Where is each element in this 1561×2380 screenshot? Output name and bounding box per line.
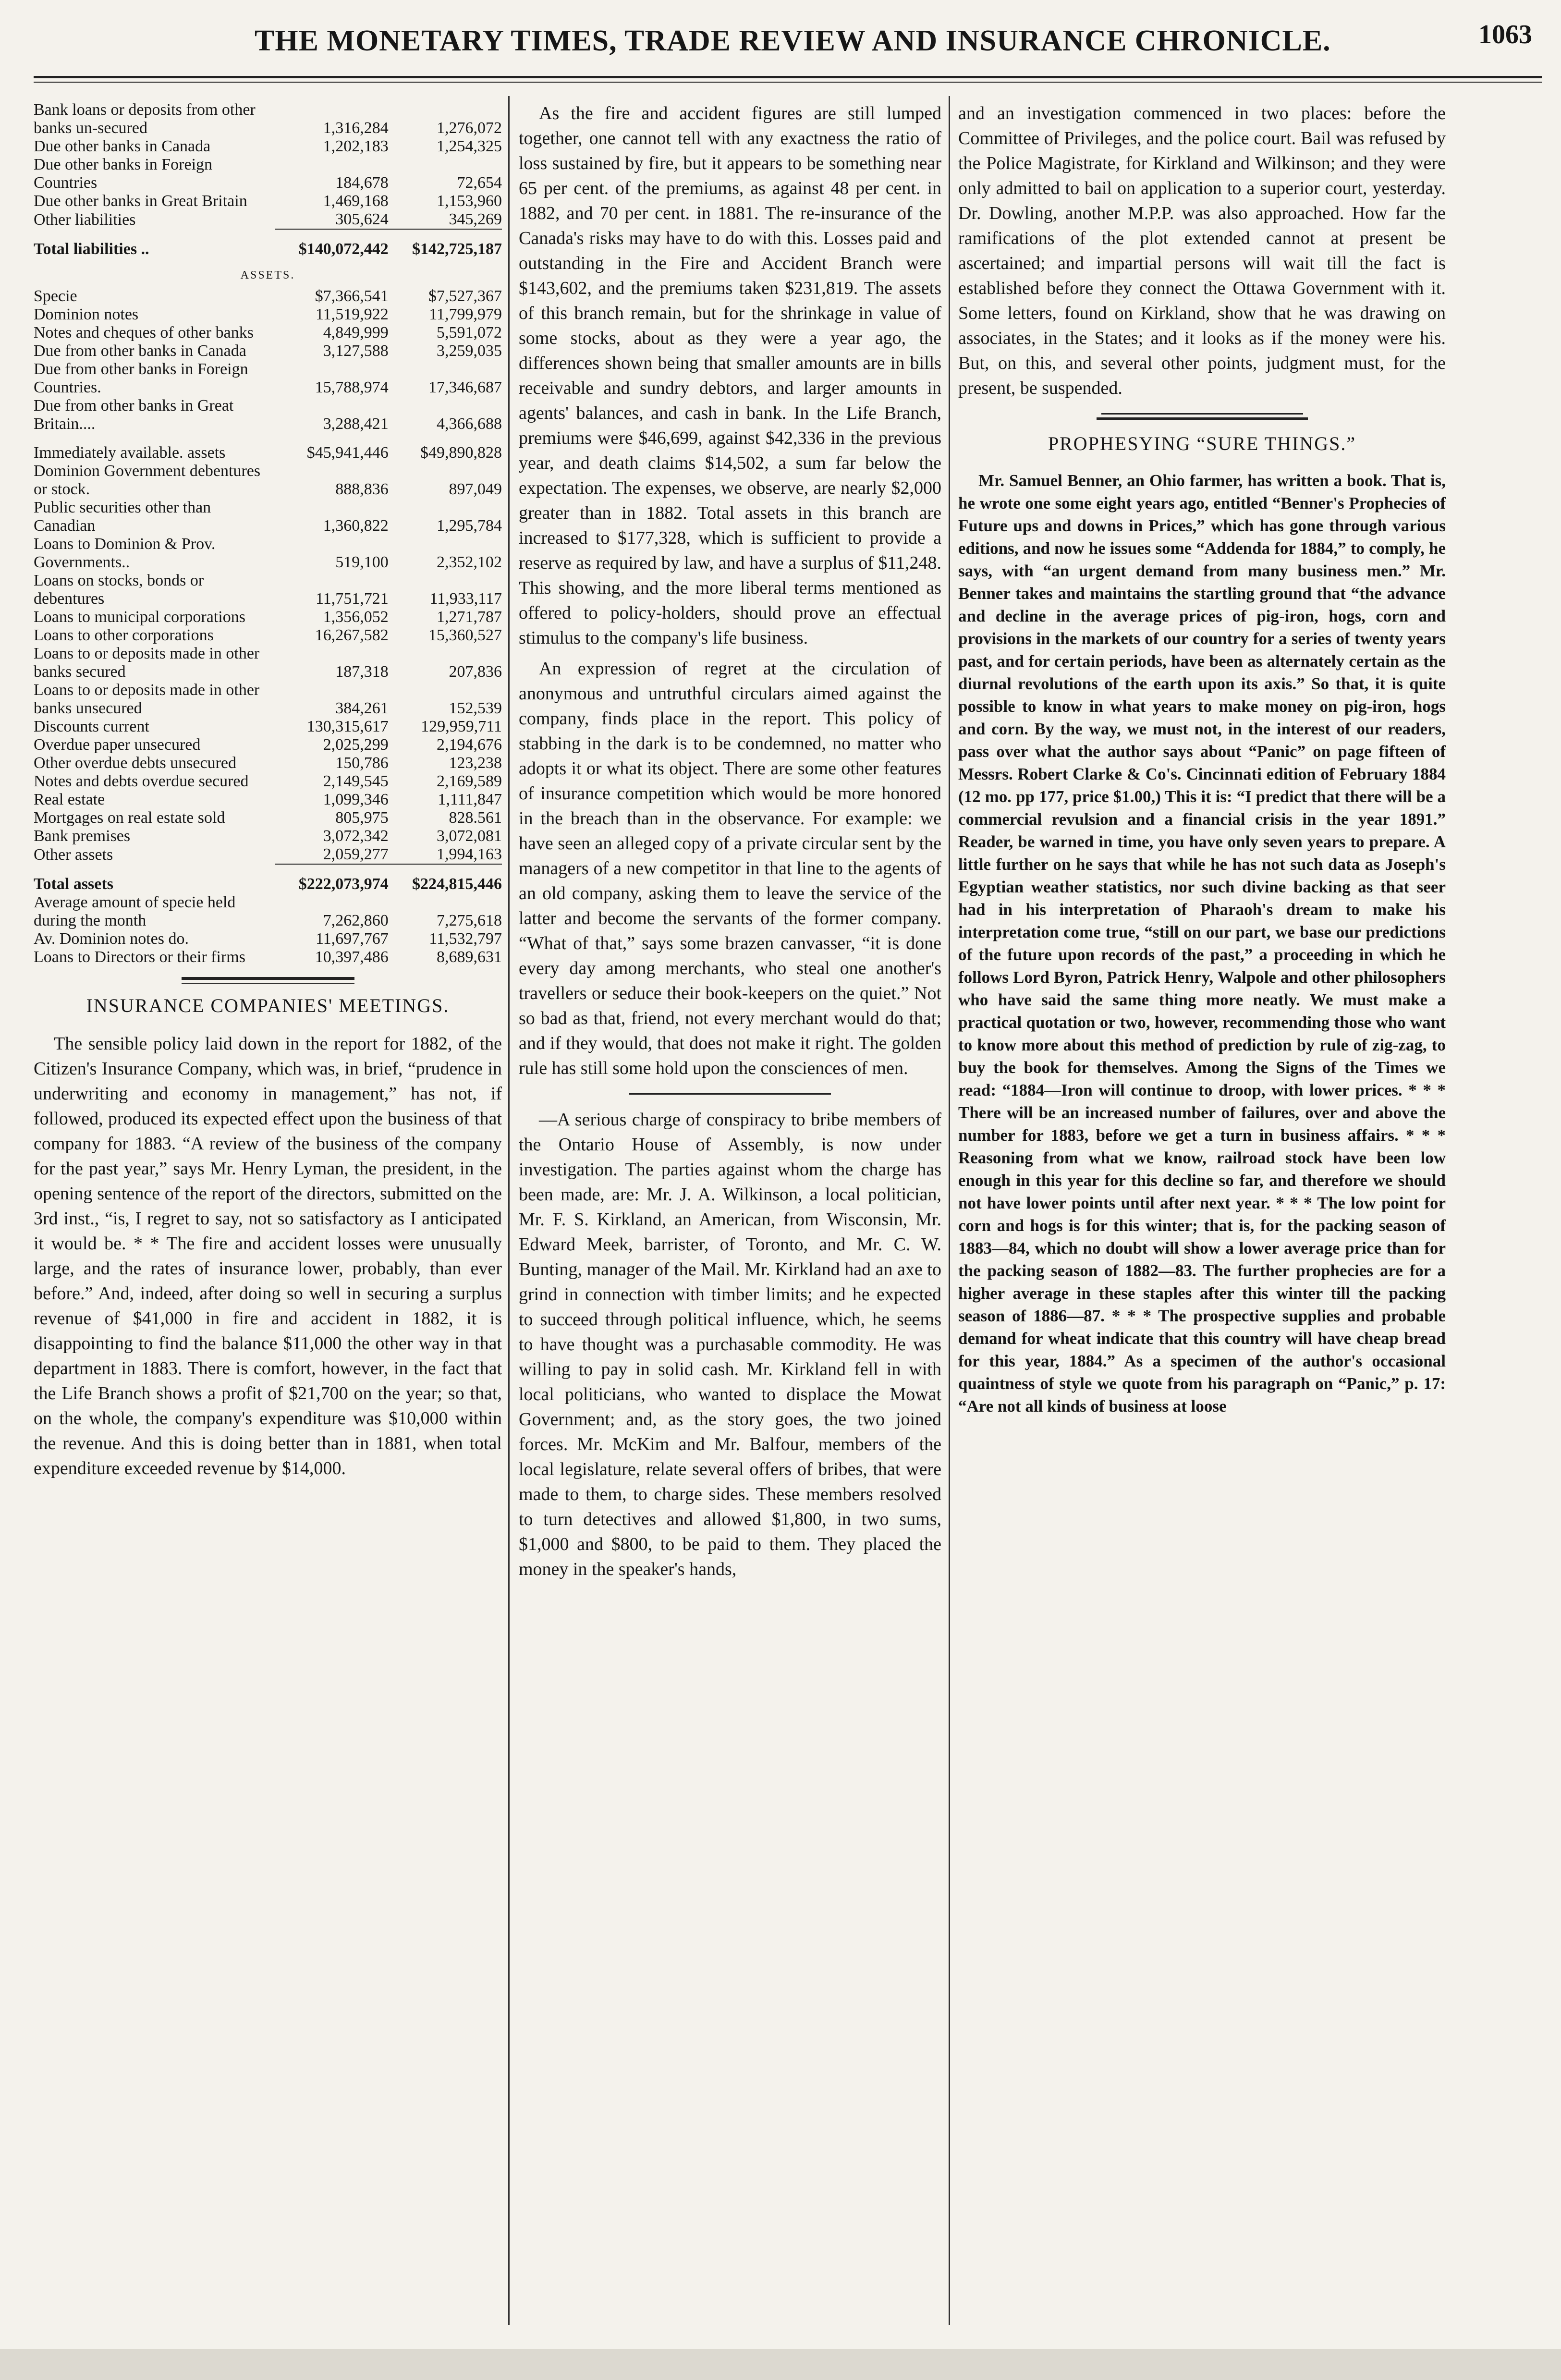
insurance-article-continued: [519, 101, 941, 1081]
statement-row: [34, 608, 502, 626]
statement-label: Loans on stocks, bonds or debentures: [34, 572, 204, 608]
statement-value-1883: $49,890,828: [420, 444, 502, 462]
statement-value-1882: 305,624: [335, 210, 389, 228]
statement-row: [34, 736, 502, 754]
section-divider: [1101, 413, 1303, 415]
statement-value-1883: 345,269: [449, 210, 502, 228]
statement-row: [34, 645, 502, 681]
statement-value-1882: $45,941,446: [306, 444, 389, 462]
statement-value-1882: 1,316,284: [323, 119, 389, 137]
statement-value-1883: 2,352,102: [437, 553, 502, 571]
statement-row: [34, 626, 502, 645]
conspiracy-article-continued: [958, 101, 1446, 401]
statement-value-1883: 897,049: [449, 480, 502, 498]
statement-value-1882: 3,288,421: [323, 415, 389, 433]
assets-heading: ASSETS.: [240, 269, 295, 281]
statement-label: Total assets: [34, 875, 113, 893]
statement-value-1882: 1,469,168: [323, 192, 389, 210]
statement-value-1882: 7,262,860: [323, 912, 389, 929]
statement-value-1883: 11,532,797: [429, 930, 502, 948]
statement-row: [34, 499, 502, 535]
statement-row: [34, 864, 502, 893]
spacer-row: [34, 433, 502, 444]
statement-value-1883: 1,295,784: [437, 517, 502, 535]
statement-row: [34, 893, 502, 930]
article-paragraph: An expression of regret at the circulation of anonymous and untruthful circulars aimed against the company, finds place in the report. This policy of stabbing in the dark is to be condemned, no matter who adopts it or what its object. There are some other features of insurance competition which would be more honored in the breach than in the observance. For example: we have seen an alleged copy of a private circular sent by the managers of a new competitor in that line to the agents of an old company, asking them to leave the service of the latter and become the servants of the former company. “What of that,” says some brazen canvasser, “it is done every day among merchants, who steal one another's travellers or seduce their book-keepers on the quiet.” Not so bad as that, friend, not every merchant would do that; and if they would, that does not make it right. The golden rule has still some hold upon the consciences of men.: [519, 659, 941, 1078]
statement-label: Loans to other corporations: [34, 626, 214, 644]
statement-row: [34, 397, 502, 433]
statement-label: Specie: [34, 287, 77, 305]
bank-statement-table: [34, 101, 502, 966]
assets-heading-row: [34, 258, 502, 287]
statement-row: [34, 210, 502, 229]
statement-label: Loans to or deposits made in other banks unsecured: [34, 681, 260, 717]
statement-value-1883: $224,815,446: [389, 864, 502, 893]
statement-row: [34, 827, 502, 845]
statement-label: Total liabilities ..: [34, 240, 149, 258]
statement-label: Public securities other than Canadian: [34, 499, 211, 535]
statement-value-1883: 152,539: [449, 699, 502, 717]
column-divider-2: [949, 96, 950, 2325]
statement-value-1883: 3,072,081: [437, 827, 502, 845]
statement-label: Immediately available. assets: [34, 444, 226, 462]
statement-value-1882: 184,678: [335, 174, 389, 192]
statement-label: Real estate: [34, 791, 105, 808]
statement-label: Due other banks in Canada: [34, 137, 211, 155]
statement-row: [34, 156, 502, 192]
statement-value-1882: 187,318: [335, 663, 389, 681]
statement-label: Discounts current: [34, 718, 149, 735]
statement-value-1882: 130,315,617: [306, 718, 389, 735]
statement-value-1882: 1,356,052: [323, 608, 389, 626]
statement-label: Due from other banks in Foreign Countries.: [34, 360, 248, 396]
page-title: THE MONETARY TIMES, TRADE REVIEW AND INSURANCE CHRONICLE.: [255, 24, 1331, 57]
column-2: [519, 101, 941, 1587]
statement-value-1882: 1,202,183: [323, 137, 389, 155]
statement-value-1882: 384,261: [335, 699, 389, 717]
insurance-heading: INSURANCE COMPANIES' MEETINGS.: [86, 995, 450, 1016]
statement-label: Due other banks in Foreign Countries: [34, 156, 213, 192]
statement-value-1882: $222,073,974: [275, 864, 389, 893]
statement-label: Loans to Dominion & Prov. Governments..: [34, 535, 216, 571]
statement-value-1882: 16,267,582: [315, 626, 389, 644]
statement-value-1883: 1,271,787: [437, 608, 502, 626]
statement-value-1883: 7,275,618: [437, 912, 502, 929]
statement-value-1882: $7,366,541: [315, 287, 389, 305]
statement-value-1882: 888,836: [335, 480, 389, 498]
section-divider-thick: [1097, 417, 1308, 420]
statement-value-1883: 3,259,035: [437, 342, 502, 360]
statement-label: Other liabilities: [34, 211, 136, 229]
scan-bottom-edge: [0, 2349, 1561, 2380]
statement-value-1882: 3,072,342: [323, 827, 389, 845]
statement-value-1883: 5,591,072: [437, 324, 502, 342]
statement-value-1882: 11,519,922: [316, 305, 389, 323]
statement-row: [34, 772, 502, 791]
statement-value-1883: 1,276,072: [437, 119, 502, 137]
statement-value-1883: 11,933,117: [429, 590, 502, 608]
statement-value-1882: 3,127,588: [323, 342, 389, 360]
statement-value-1883: $7,527,367: [428, 287, 502, 305]
statement-row: [34, 101, 502, 137]
statement-label: Loans to municipal corporations: [34, 608, 245, 626]
statement-row: [34, 845, 502, 864]
article-paragraph: and an investigation commenced in two places: before the Committee of Privileges, and the police court. Bail was refused by the Police Magistrate, for Kirkland and Wilkinson; and they were only admitted to bail on application to a superior court, yesterday. Dr. Dowling, another M.P.P. was also approached. How far the ramifications of the plot extended cannot at present be ascertained; and impartial persons will wait till the fact is established before they connect the Ottawa Government with it. Some letters, found on Kirkland, show that he was drawing on associates, in the States; and it looks as if the money were his. But, on this, and several other points, judgment must, for the present, be suspended.: [958, 103, 1446, 398]
statement-value-1883: 4,366,688: [437, 415, 502, 433]
statement-row: [34, 229, 502, 258]
statement-label: Other overdue debts unsecured: [34, 754, 237, 772]
statement-value-1882: 2,059,277: [323, 845, 389, 863]
statement-value-1883: $142,725,187: [389, 229, 502, 258]
statement-value-1882: 150,786: [335, 754, 389, 772]
statement-value-1882: 4,849,999: [323, 324, 389, 342]
statement-row: [34, 754, 502, 772]
article-paragraph: As the fire and accident figures are still lumped together, one cannot tell with any exactness the ratio of loss sustained by fire, but it appears to be something near 65 per cent. of the premiums, as against 48 per cent. in 1882, and 70 per cent. in 1881. The re-insurance of the Canada's risks may have to do with this. Losses paid and outstanding in the Fire and Accident Branch were $143,602, and the premiums taken $231,819. The assets of this branch remain, but for the shrinkage in value of some stocks, about as they were a year ago, the differences shown being that smaller amounts are in bills receivable and sundry debtors, and larger amounts in agents' balances, and cash in bank. In the Life Branch, premiums were $46,699, against $42,336 in the previous year, and death claims $14,502, a sum far below the expectation. The expenses, we observe, are nearly $2,000 greater than in 1882. Total assets in this branch are increased to $177,328, which is sufficient to provide a reserve as required by law, and have a surplus of $11,248. This showing, and the more liberal terms mentioned as offered to policy-holders, should prove an effectual stimulus to the company's life business.: [519, 103, 941, 648]
statement-value-1883: 1,111,847: [438, 791, 502, 808]
conspiracy-article: [519, 1107, 941, 1582]
statement-label: Notes and debts overdue secured: [34, 772, 249, 790]
statement-value-1882: 519,100: [335, 553, 389, 571]
masthead: [34, 19, 1542, 72]
statement-label: Due from other banks in Great Britain....: [34, 397, 234, 433]
statement-label: Overdue paper unsecured: [34, 736, 201, 754]
prophesying-heading: PROPHESYING “SURE THINGS.”: [1048, 433, 1356, 454]
statement-value-1883: 1,153,960: [437, 192, 502, 210]
statement-label: Notes and cheques of other banks: [34, 324, 254, 342]
statement-value-1882: $140,072,442: [275, 229, 389, 258]
statement-label: Due other banks in Great Britain: [34, 192, 247, 210]
insurance-paragraph: The sensible policy laid down in the report for 1882, of the Citizen's Insurance Company, which was, in brief, “prudence in underwriting and economy in management,” has not, if followed, produced its expected effect upon the business of that company for 1883. “A review of the business of the company for the past year,” says Mr. Henry Lyman, the president, in the opening sentence of the report of the directors, submitted on the 3rd inst., “is, I regret to say, not so satisfactory as I anticipated it would be. * * The fire and accident losses were unusually large, and the rates of insurance lower, probably, than ever before.” And, indeed, after doing so well in securing a surplus revenue of $41,000 in fire and accident in 1882, it is disappointing to find the balance $11,000 the other way in that department in 1883. There is comfort, however, in the fact that the Life Branch shows a profit of $21,700 on the year; so that, on the whole, the company's expenditure was $10,000 within the revenue. And this is doing better than in 1881, when total expenditure exceeded revenue by $14,000.: [34, 1034, 502, 1478]
statement-label: Loans to Directors or their firms: [34, 948, 245, 966]
statement-value-1883: 15,360,527: [428, 626, 502, 644]
section-divider: [182, 977, 354, 984]
statement-value-1883: 123,238: [449, 754, 502, 772]
statement-value-1883: 2,194,676: [437, 736, 502, 754]
statement-value-1882: 1,360,822: [323, 517, 389, 535]
statement-value-1883: 11,799,979: [429, 305, 502, 323]
statement-row: [34, 360, 502, 397]
statement-value-1883: 1,254,325: [437, 137, 502, 155]
statement-value-1883: 207,836: [449, 663, 502, 681]
column-3: [958, 101, 1446, 1422]
article-paragraph: Mr. Samuel Benner, an Ohio farmer, has written a book. That is, he wrote one some eight years ago, entitled “Benner's Prophecies of Future ups and downs in Prices,” which has gone through various editions, and now he issues some “Addenda for 1884,” to comply, he says, with “an urgent demand from many business men.” Mr. Benner takes and maintains the startling ground that “the advance and decline in the average prices of pig-iron, hogs, corn and provisions in the markets of our country for a series of twenty years past, and for certain periods, have been as alternately certain as the diurnal revolutions of the earth upon its axis.” So that, it is quite possible to know in what years to make money on pig-iron, hogs and corn. By the way, we must not, in the interest of our readers, pass over what the author says about “Panic” on page fifteen of Messrs. Robert Clarke & Co's. Cincinnati edition of February 1884 (12 mo. pp 177, price $1.00,) This it is: “I predict that there will be a commercial revulsion and a financial crisis in the year 1891.” Reader, be warned in time, you have only seven years to prepare. A little further on he says that while he has not such data as Joseph's Egyptian weather statistics, nor such divine backing as that seer had in his interpretation of Pharaoh's dream to make his interpretation come true, “still on our part, we base our predictions of the future upon records of the past,” a proceeding in which he follows Lord Byron, Patrick Henry, Walpole and other philosophers who have said the same thing more neatly. We must make a practical quotation or two, however, recommending those who want to know more about this method of prediction by rule of zig-zag, to buy the book for themselves. Among the Signs of the Times we read: “1884—Iron will continue to droop, with lower prices. * * * There will be an increased number of failures, over and above the number for 1883, before we get a turn in business affairs. * * * Reasoning from what we know, railroad stock have been low enough in this year for this decline so far, and therefore we should not have lower points until after next year. * * * The low point for corn and hogs is for this winter; that is, for the packing season of 1883—84, which no doubt will show a lower average price than for the packing season of 1882—83. The further prophecies are for a higher average in these staples after this winter till the packing season of 1886—87. * * * The prospective supplies and probable demand for wheat indicate that this country will have cheap bread for this year, 1884.” As a specimen of the author's occasional quaintness of style we quote from his paragraph on “Panic,” p. 17: “Are not all kinds of business at loose: [958, 471, 1446, 1416]
column-1: [34, 101, 502, 1487]
statement-row: [34, 930, 502, 948]
header-rule-thin: [34, 82, 1542, 83]
statement-value-1882: 805,975: [335, 809, 389, 827]
statement-row: [34, 572, 502, 608]
statement-label: Due from other banks in Canada: [34, 342, 246, 360]
statement-label: Mortgages on real estate sold: [34, 809, 225, 827]
statement-row: [34, 681, 502, 718]
header-rule: [34, 76, 1542, 78]
statement-label: Other assets: [34, 846, 113, 864]
statement-row: [34, 948, 502, 966]
insurance-article: [34, 1031, 502, 1481]
statement-row: [34, 305, 502, 324]
section-divider: [629, 1093, 831, 1095]
article-paragraph: —A serious charge of conspiracy to bribe members of the Ontario House of Assembly, is now under investigation. The parties against whom the charge has been made, are: Mr. J. A. Wilkinson, a local politician, Mr. F. S. Kirkland, an American, from Wisconsin, Mr. Edward Meek, barrister, of Toronto, and Mr. C. W. Bunting, manager of the Mail. Mr. Kirkland had an axe to grind in connection with timber limits; and he expected to succeed through political influence, which, he seems to have thought was a purchasable commodity. He was willing to pay in solid cash. Mr. Kirkland fell in with local politicians, who wanted to displace the Mowat Government; and, as the story goes, the two joined forces. Mr. McKim and Mr. Balfour, members of the local legislature, relate several offers of bribes, that were made to them, to charge sides. These members resolved to turn detectives and allowed $1,800, in two sums, $1,000 and $800, to be paid to them. They placed the money in the speaker's hands,: [519, 1110, 941, 1579]
column-divider-1: [508, 96, 510, 2325]
statement-row: [34, 718, 502, 736]
statement-row: [34, 444, 502, 462]
statement-row: [34, 791, 502, 809]
statement-label: Dominion notes: [34, 305, 139, 323]
statement-label: Loans to or deposits made in other banks secured: [34, 645, 260, 681]
statement-value-1882: 11,697,767: [316, 930, 389, 948]
page-number: 1063: [1478, 20, 1532, 49]
statement-row: [34, 192, 502, 210]
statement-value-1883: 129,959,711: [421, 718, 502, 735]
statement-label: Dominion Government debentures or stock.: [34, 462, 261, 498]
statement-value-1883: 1,994,163: [437, 845, 502, 863]
statement-label: Bank loans or deposits from other banks un-secured: [34, 101, 256, 137]
statement-row: [34, 342, 502, 360]
statement-value-1883: 828.561: [449, 809, 502, 827]
statement-value-1882: 2,025,299: [323, 736, 389, 754]
statement-value-1883: 72,654: [457, 174, 502, 192]
statement-value-1883: 17,346,687: [428, 378, 502, 396]
statement-row: [34, 462, 502, 499]
statement-label: Average amount of specie held during the month: [34, 893, 236, 929]
statement-row: [34, 809, 502, 827]
statement-row: [34, 324, 502, 342]
statement-value-1883: 8,689,631: [437, 948, 502, 966]
statement-value-1882: 10,397,486: [315, 948, 389, 966]
statement-label: Av. Dominion notes do.: [34, 930, 189, 948]
statement-label: Bank premises: [34, 827, 131, 845]
prophesying-article: [958, 469, 1446, 1417]
statement-row: [34, 137, 502, 156]
statement-value-1883: 2,169,589: [437, 772, 502, 790]
statement-value-1882: 1,099,346: [323, 791, 389, 808]
statement-row: [34, 535, 502, 572]
statement-value-1882: 2,149,545: [323, 772, 389, 790]
statement-row: [34, 287, 502, 305]
statement-value-1882: 11,751,721: [316, 590, 389, 608]
statement-value-1882: 15,788,974: [315, 378, 389, 396]
